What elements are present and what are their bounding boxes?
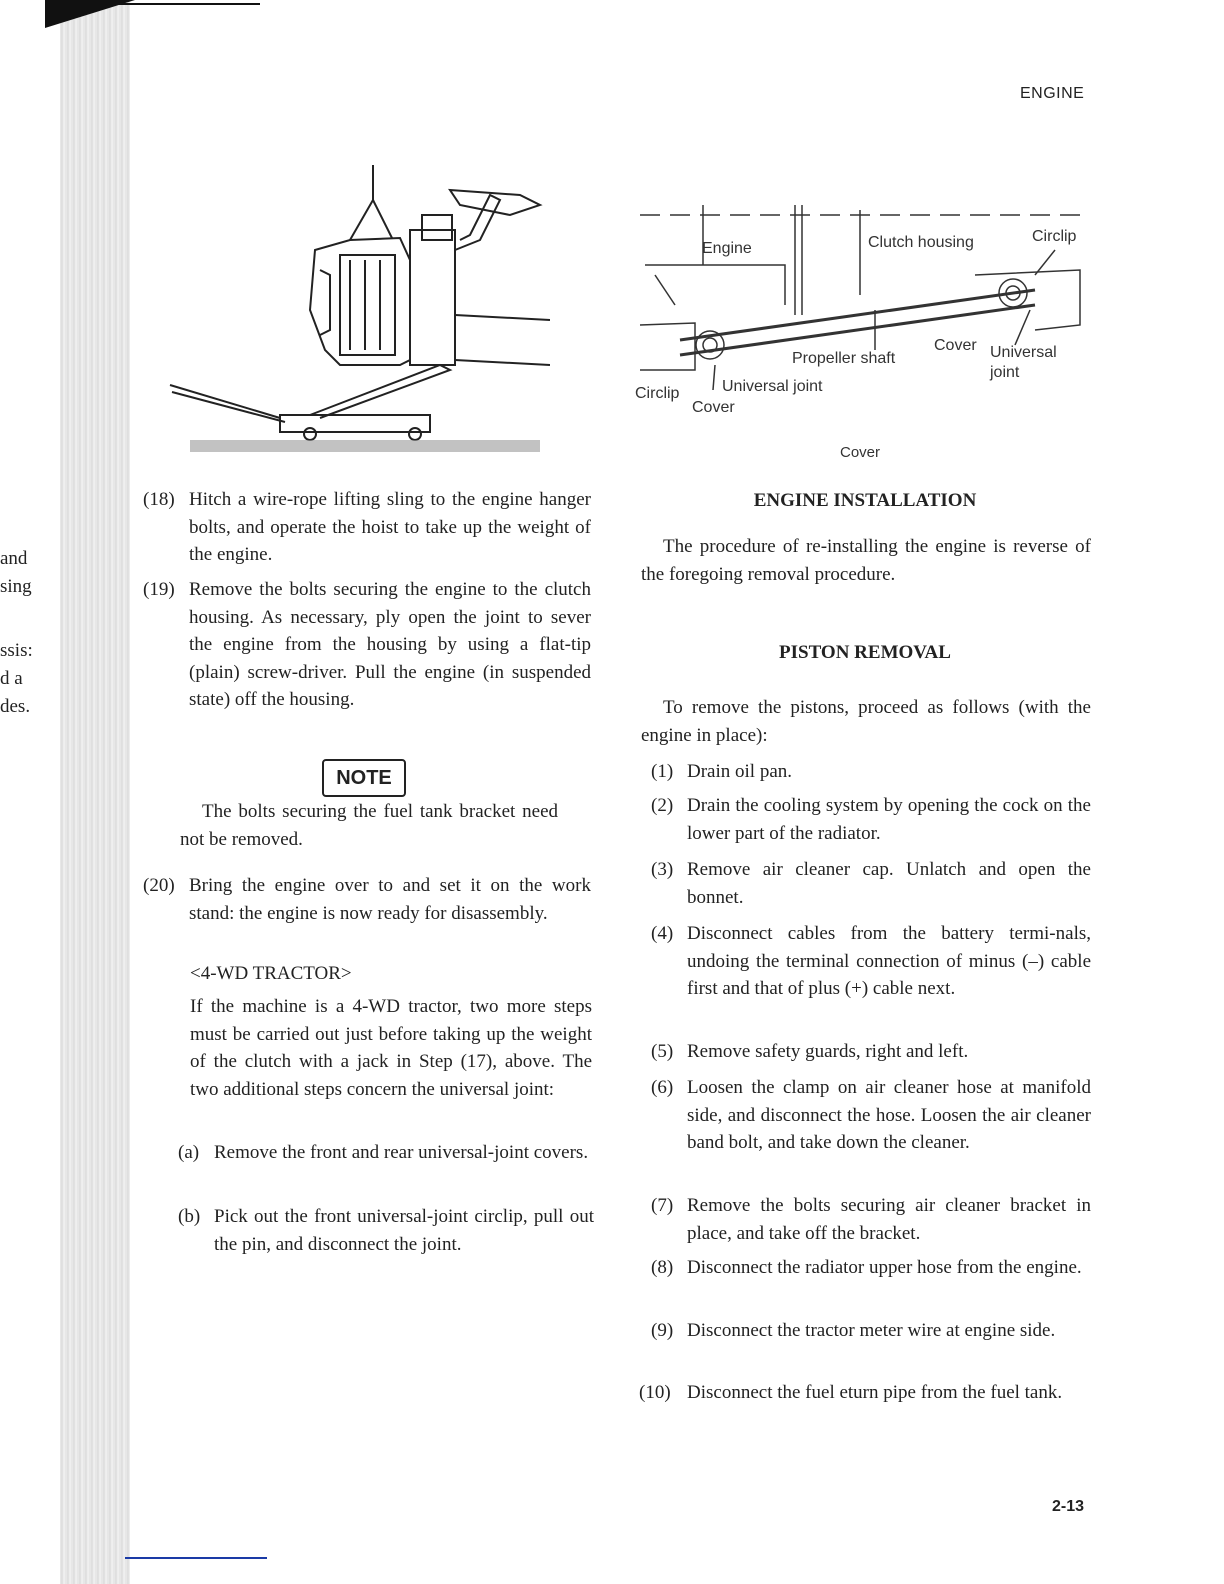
label-engine: Engine [702,240,752,257]
margin-fragment: and [0,548,28,569]
margin-fragment: ssis: [0,640,33,661]
step-number: (18) [143,489,175,510]
note-text: The bolts securing the fuel tank bracket need not be removed. [180,801,558,850]
figure-caption: Cover [840,444,881,461]
step-number: (7) [651,1195,674,1216]
piston-step [651,1254,1091,1282]
step-20 [143,872,591,927]
margin-fragment: d a [0,668,23,689]
margin-fragment: des. [0,696,31,717]
piston-step [651,1317,1091,1345]
piston-step [651,856,1091,911]
label-universal-joint-right: Universal joint [990,344,1057,381]
subheading-4wd: <4-WD TRACTOR> [190,963,352,984]
step-number: (20) [143,875,175,896]
step-text: Disconnect the fuel eturn pipe from the fuel tank. [687,1382,1063,1403]
page-number: 2-13 [1052,1498,1085,1515]
step-number: (1) [651,761,674,782]
step-text: Drain the cooling system by opening the cock on the lower part of the radiator. [687,795,1091,844]
label-clutch-housing: Clutch housing [868,234,974,251]
piston-step [651,1074,1091,1157]
4wd-paragraph: If the machine is a 4-WD tractor, two more steps must be carried out just before taking up the weight of the clutch with a jack in Step (17), above. The two additional steps concern the universal joint: [190,996,592,1100]
note-badge: NOTE [322,759,406,797]
label-circlip-bottom: Circlip [635,385,680,402]
step-number: (8) [651,1257,674,1278]
label-propeller-shaft: Propeller shaft [792,350,896,367]
binding-shadow [60,0,130,1584]
step-number: (19) [143,579,175,600]
universal-joint-diagram [635,205,1085,415]
step-text: Remove air cleaner cap. Unlatch and open the bonnet. [687,859,1091,908]
piston-removal-heading: PISTON REMOVAL [779,642,951,663]
piston-step [651,1192,1091,1247]
piston-intro: To remove the pistons, proceed as follows (with the engine in place): [641,697,1091,746]
step-text: Remove safety guards, right and left. [687,1041,969,1062]
top-edge-line [60,3,260,5]
footer-rule [125,1557,267,1559]
label-circlip-top: Circlip [1032,228,1077,245]
step-19 [143,576,591,714]
step-number: (6) [651,1077,674,1098]
section-header: ENGINE [1020,85,1085,102]
engine-hoist-illustration [160,160,550,455]
step-number: (5) [651,1041,674,1062]
label-cover-right: Cover [934,337,977,354]
step-number: (2) [651,795,674,816]
step-b [178,1203,594,1258]
step-text: Hitch a wire-rope lifting sling to the engine hanger bolts, and operate the hoist to take up the weight of the engine. [189,489,591,565]
step-text: Remove the front and rear universal-joint covers. [214,1142,589,1163]
step-text: Disconnect the radiator upper hose from the engine. [687,1257,1082,1278]
step-letter: (b) [178,1206,201,1227]
piston-step [651,758,1091,786]
label-cover-bottom: Cover [692,399,735,416]
step-text: Bring the engine over to and set it on the work stand: the engine is now ready for disassembly. [189,875,591,924]
step-number: (10) [639,1382,671,1403]
installation-text: The procedure of re-installing the engine is reverse of the foregoing removal procedure. [641,536,1091,585]
step-a [178,1139,592,1167]
step-number: (9) [651,1320,674,1341]
engine-installation-heading: ENGINE INSTALLATION [753,490,977,511]
step-text: Drain oil pan. [687,761,793,782]
step-text: Pick out the front universal-joint circlip, pull out the pin, and disconnect the joint. [214,1206,594,1255]
step-text: Remove the bolts securing air cleaner bracket in place, and take off the bracket. [687,1195,1091,1244]
step-text: Remove the bolts securing the engine to the clutch housing. As necessary, ply open the joint to sever the engine from the housing by using a flat-tip (plain) screw-driver. Pull the engine (in suspended state) off the housing. [189,579,591,710]
step-text: Loosen the clamp on air cleaner hose at manifold side, and disconnect the hose. Loosen the air cleaner band bolt, and take down the cleaner. [687,1077,1091,1153]
step-text: Disconnect cables from the battery termi-nals, undoing the terminal connection of minus (–) cable first and that of plus (+) cable next. [687,923,1091,999]
step-text: Disconnect the tractor meter wire at engine side. [687,1320,1056,1341]
piston-step [651,1038,1091,1066]
piston-step [651,792,1091,847]
step-number: (4) [651,923,674,944]
margin-fragment: sing [0,576,32,597]
step-18 [143,486,591,569]
label-universal-joint-bottom: Universal joint [722,378,823,395]
step-letter: (a) [178,1142,200,1163]
piston-step [651,920,1091,1003]
step-number: (3) [651,859,674,880]
piston-step [639,1379,1091,1407]
